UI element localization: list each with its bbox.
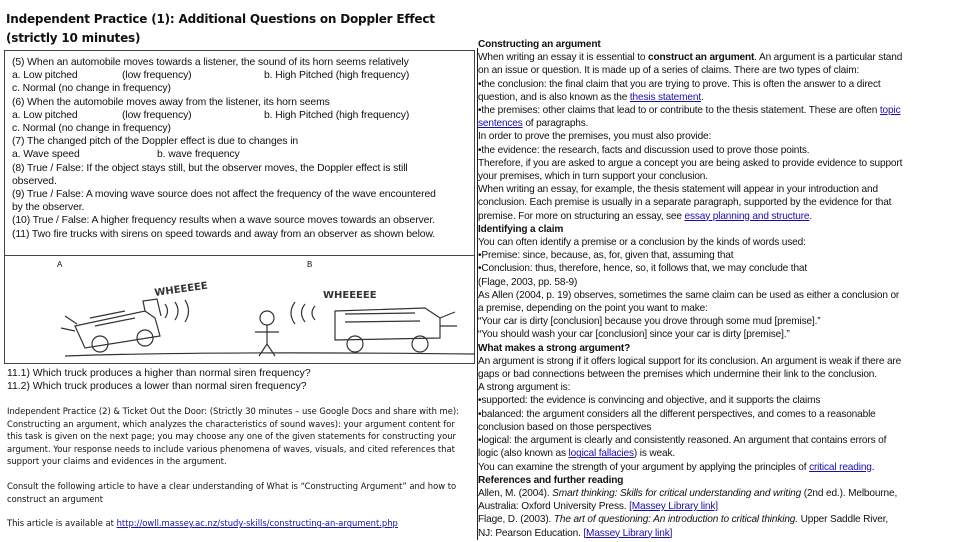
essay-planning-link[interactable]: essay planning and structure bbox=[684, 210, 810, 222]
heading-identifying: Identifying a claim bbox=[478, 223, 564, 235]
consult-text: Consult the following article to have a clear understanding of What is “Constructing Argument” and how to construct an argument bbox=[7, 480, 457, 504]
available-line: This article is available at http://owll.massey.ac.nz/study-skills/constructing-an-argument.php bbox=[7, 518, 398, 529]
sentences-link[interactable]: sentences bbox=[478, 118, 523, 130]
fire-truck-illustration bbox=[4, 256, 475, 364]
logical-fallacies-link[interactable]: logical fallacies bbox=[568, 448, 634, 460]
critical-reading-link[interactable]: critical reading bbox=[809, 461, 872, 473]
question-11-2: 11.2) Which truck produces a lower than normal siren frequency? bbox=[7, 380, 307, 392]
question-7-options: a. Wave speed b. wave frequency bbox=[12, 149, 240, 161]
heading-strong-argument: What makes a strong argument? bbox=[478, 342, 631, 354]
question-5: (5) When an automobile moves towards a listener, the sound of its horn seems relatively bbox=[12, 57, 409, 68]
question-10: (10) True / False: A higher frequency results when a wave source moves towards an observer. bbox=[12, 215, 435, 227]
argument-article: Constructing an argument When writing an essay it is essential to construct an argument. An argument is a particular stand on an issue or question. It is made up of a series of claims. There are two types of claim: •the conclusion: the final claim that you are trying to prove. This is often the answer to a direct question, and is also known as the thesis statement. •the premises: other claims that lead to or contribute to the thesis statement. These are often topic sentences of paragraphs. In order to prove the premises, you must also provide: •the evidence: the research, facts and discussion used to prove those points. Therefore, if you are asked to argue a concept you are being asked to provide evidence to support your premises, which in turn support your conclusion. When writing an essay, for example, the thesis statement will appear in your introduction and conclusion. Each premise is usually in a separate paragraph, supported by the evidence for that premise. For more on structuring an essay, see essay planning and structure. Identifying a claim You can often identify a premise or a conclusion by the kinds of words used: •Premise: since, because, as, for, given that, assuming that •Conclusion: thus, therefore, hence, so, it follows that, we may conclude that (Flage, 2003, pp. 58-9) As Allen (2004, p. 19) observes, sometimes the same claim can be used as either a conclusion or a premise, depending on the point you want to make: “Your car is dirty [conclusion] because you drove through some mud [premise].” “You should wash your car [conclusion] since your car is dirty [premise].” What makes a strong argument? An argument is strong if it offers logical support for its conclusion. An argument is weak if there are gaps or bad connections between the premises which undermine their link to the conclusion. A strong argument is: •supported: the evidence is convincing and objective, and it supports the claims •balanced: the argument considers all the different perspectives, and comes to a reasonable conclusion based on those perspectives •logical: the argument is clearly and consistently reasoned. An argument that contains errors of logic (also known as logical fallacies) is weak. You can examine the strength of your argument by applying the principles of critical reading. References and further reading Allen, M. (2004). Smart thinking: Skills for critical understanding and writing (2nd ed.). Melbourne, Australia: Oxford University Press. [Massey Library link] Flage, D. (2003). The art of questioning: An introduction to critical thinking. Upper Saddle River, NJ: Pearson Education. [Massey Library link] bbox=[478, 38, 960, 540]
heading-constructing: Constructing an argument bbox=[478, 39, 601, 50]
question-9: (9) True / False: A moving wave source does not affect the frequency of the wave encountered bbox=[12, 189, 436, 201]
question-11-1: 11.1) Which truck produces a higher than normal siren frequency? bbox=[7, 368, 311, 379]
questions-box bbox=[4, 50, 475, 256]
question-6-options: a. Low pitched (low frequency) b. High Pitched (high frequency) bbox=[12, 109, 410, 121]
topic-link[interactable]: topic bbox=[879, 105, 901, 117]
question-5-option-c: c. Normal (no change in frequency) bbox=[12, 83, 171, 95]
question-7: (7) The changed pitch of the Doppler effect is due to changes in bbox=[12, 136, 299, 148]
question-9-cont: by the observer. bbox=[12, 202, 85, 214]
sound-text-a: WHEEEEE bbox=[153, 280, 209, 299]
practice-2-text: Independent Practice (2) & Ticket Out the Door: (Strictly 30 minutes – use Google Docs and share with me): Constructing an argument, which analyzes the characteristics of sound waves): your argument content for this task is given on the next page; you may choose any one of the given statements for constructing your argument. Your response needs to include various phenomena of waves, visuals, and cited references that support your claims and evidences in the argument. bbox=[7, 406, 459, 467]
massey-library-link-2[interactable]: [Massey Library link] bbox=[583, 527, 673, 539]
question-11: (11) Two fire trucks with sirens on speed towards and away from an observer as shown below. bbox=[12, 228, 436, 240]
question-5-options: a. Low pitched (low frequency) b. High Pitched (high frequency) bbox=[12, 70, 410, 82]
heading-references: References and further reading bbox=[478, 474, 624, 486]
question-6: (6) When the automobile moves away from the listener, its horn seems bbox=[12, 96, 330, 108]
practice-2-section bbox=[7, 405, 467, 542]
article-link[interactable]: http://owll.massey.ac.nz/study-skills/constructing-an-argument.php bbox=[116, 518, 398, 529]
question-11-sub bbox=[7, 368, 311, 393]
label-b: B bbox=[307, 260, 313, 269]
page-title: Independent Practice (1): Additional Questions on Doppler Effect (strictly 10 minutes) bbox=[6, 12, 435, 45]
question-8-cont: observed. bbox=[12, 175, 57, 187]
question-8: (8) True / False: If the object stays still, but the observer moves, the Doppler effect is still bbox=[12, 162, 408, 174]
sound-text-b: WHEEEEE bbox=[323, 290, 377, 301]
label-a: A bbox=[57, 260, 63, 269]
illustration-drawing bbox=[5, 256, 476, 364]
question-6-option-c: c. Normal (no change in frequency) bbox=[12, 123, 171, 135]
thesis-statement-link[interactable]: thesis statement bbox=[629, 91, 701, 103]
massey-library-link-1[interactable]: [Massey Library link] bbox=[629, 501, 718, 513]
